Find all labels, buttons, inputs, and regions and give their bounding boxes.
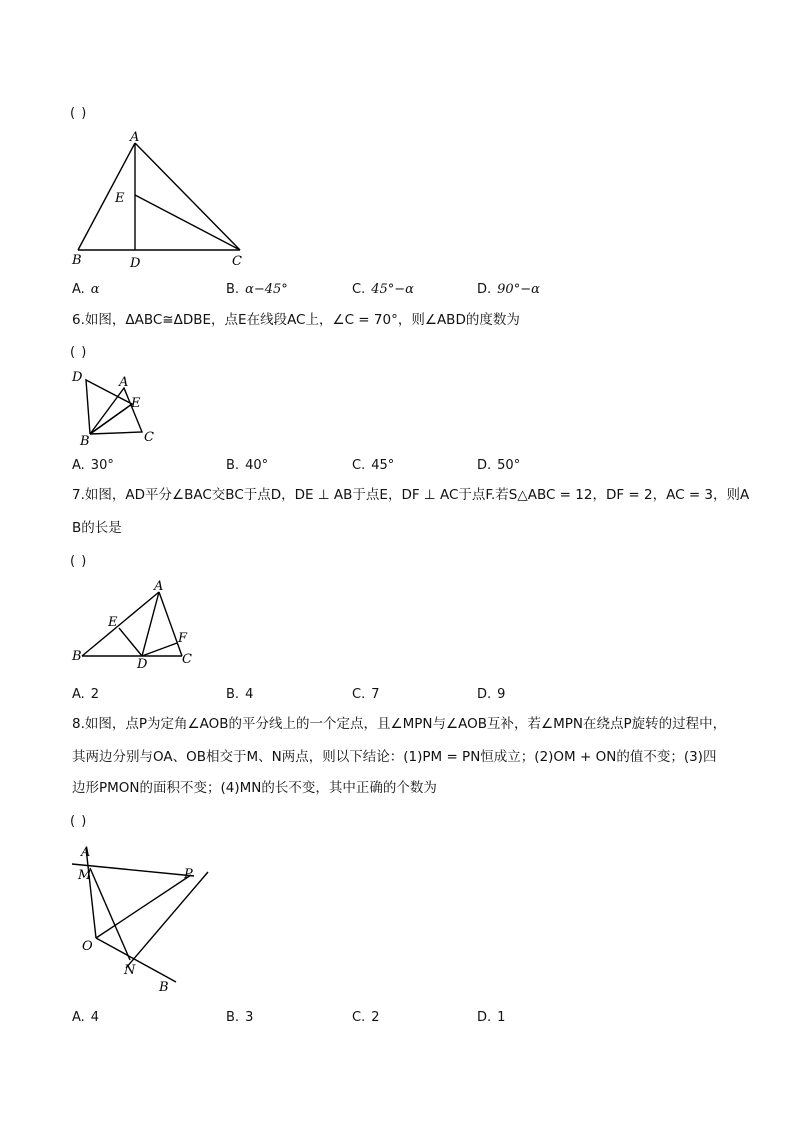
- q7-seg-AD: [142, 592, 159, 656]
- q8-answer-paren: ( ): [70, 814, 88, 829]
- q6-label-E: E: [131, 396, 141, 411]
- q6-label-B: B: [80, 434, 90, 449]
- q6-answer-paren: ( ): [70, 345, 88, 360]
- q8-label-B: B: [159, 980, 169, 995]
- q6-label-C: C: [144, 430, 154, 445]
- q6-option-c[interactable]: C. 45°: [352, 458, 395, 473]
- q8-seg-PN-ext: [126, 872, 208, 968]
- q8-option-d[interactable]: D. 1: [477, 1010, 506, 1025]
- q8-seg-OP: [96, 875, 191, 938]
- q7-seg-AC: [159, 592, 182, 656]
- q7-label-D: D: [137, 657, 148, 672]
- q8-figure: [64, 840, 224, 1000]
- q5-label-C: C: [232, 254, 242, 269]
- q6-option-a[interactable]: A. 30°: [72, 458, 114, 473]
- q7-stem-line2: B的长是: [72, 520, 122, 536]
- q6-option-b[interactable]: B. 40°: [226, 458, 269, 473]
- q5-option-a[interactable]: A. α: [72, 282, 100, 297]
- q6-figure: [64, 366, 174, 450]
- q8-stem-line1: 8.如图，点P为定角∠AOB的平分线上的一个定点，且∠MPN与∠AOB互补，若∠MPN在绕点P旋转的过程中，: [72, 716, 727, 732]
- q7-option-b[interactable]: B. 4: [226, 687, 254, 702]
- q7-label-F: F: [178, 631, 188, 646]
- q7-seg-AB: [82, 592, 159, 656]
- q5-seg-AB: [78, 143, 135, 250]
- q8-label-M: M: [78, 868, 92, 883]
- q6-label-A: A: [119, 375, 129, 390]
- q8-ray-OB: [96, 938, 176, 982]
- q8-label-A: A: [81, 845, 91, 860]
- q7-label-A: A: [154, 579, 164, 594]
- q5-option-d[interactable]: D. 90°−α: [477, 282, 540, 297]
- q8-stem-line2: 其两边分别与OA、OB相交于M、N两点，则以下结论：(1)PM = PN恒成立；(2)OM + ON的值不变；(3)四: [72, 749, 717, 765]
- q6-option-d[interactable]: D. 50°: [477, 458, 521, 473]
- q7-answer-paren: ( ): [70, 554, 88, 569]
- q5-seg-EC: [135, 195, 240, 250]
- q8-option-c[interactable]: C. 2: [352, 1010, 380, 1025]
- q7-figure: [66, 578, 206, 672]
- q8-option-a[interactable]: A. 4: [72, 1010, 100, 1025]
- q6-stem: 6.如图，ΔABC≅ΔDBE，点E在线段AC上，∠C = 70°，则∠ABD的度数为: [72, 312, 520, 328]
- q8-stem-line3: 边形PMON的面积不变；(4)MN的长不变，其中正确的个数为: [72, 780, 437, 796]
- q8-option-b[interactable]: B. 3: [226, 1010, 254, 1025]
- q5-seg-AC: [135, 143, 240, 250]
- q7-seg-DE: [119, 628, 142, 656]
- q7-label-E: E: [108, 615, 118, 630]
- q5-label-D: D: [130, 256, 141, 271]
- q5-option-c[interactable]: C. 45°−α: [352, 282, 414, 297]
- q8-label-P: P: [184, 867, 193, 882]
- q8-ray-OA: [86, 848, 96, 938]
- q6-seg-BE: [90, 404, 132, 434]
- q6-label-D: D: [72, 370, 83, 385]
- q5-label-B: B: [72, 253, 82, 268]
- q7-option-c[interactable]: C. 7: [352, 687, 380, 702]
- q7-option-d[interactable]: D. 9: [477, 687, 506, 702]
- q5-label-A: A: [130, 130, 140, 145]
- q5-figure: [60, 128, 260, 273]
- q7-stem-line1: 7.如图，AD平分∠BAC交BC于点D，DE ⊥ AB于点E，DF ⊥ AC于点F.若S△ABC = 12，DF = 2，AC = 3，则A: [72, 487, 750, 503]
- q7-label-B: B: [72, 649, 82, 664]
- q7-label-C: C: [182, 652, 192, 667]
- q5-option-b[interactable]: B. α−45°: [226, 282, 288, 297]
- q7-option-a[interactable]: A. 2: [72, 687, 100, 702]
- q7-seg-DF: [142, 643, 177, 656]
- q5-answer-paren: ( ): [70, 106, 88, 121]
- q5-label-E: E: [115, 191, 125, 206]
- q8-label-O: O: [82, 939, 93, 954]
- q8-label-N: N: [124, 963, 136, 978]
